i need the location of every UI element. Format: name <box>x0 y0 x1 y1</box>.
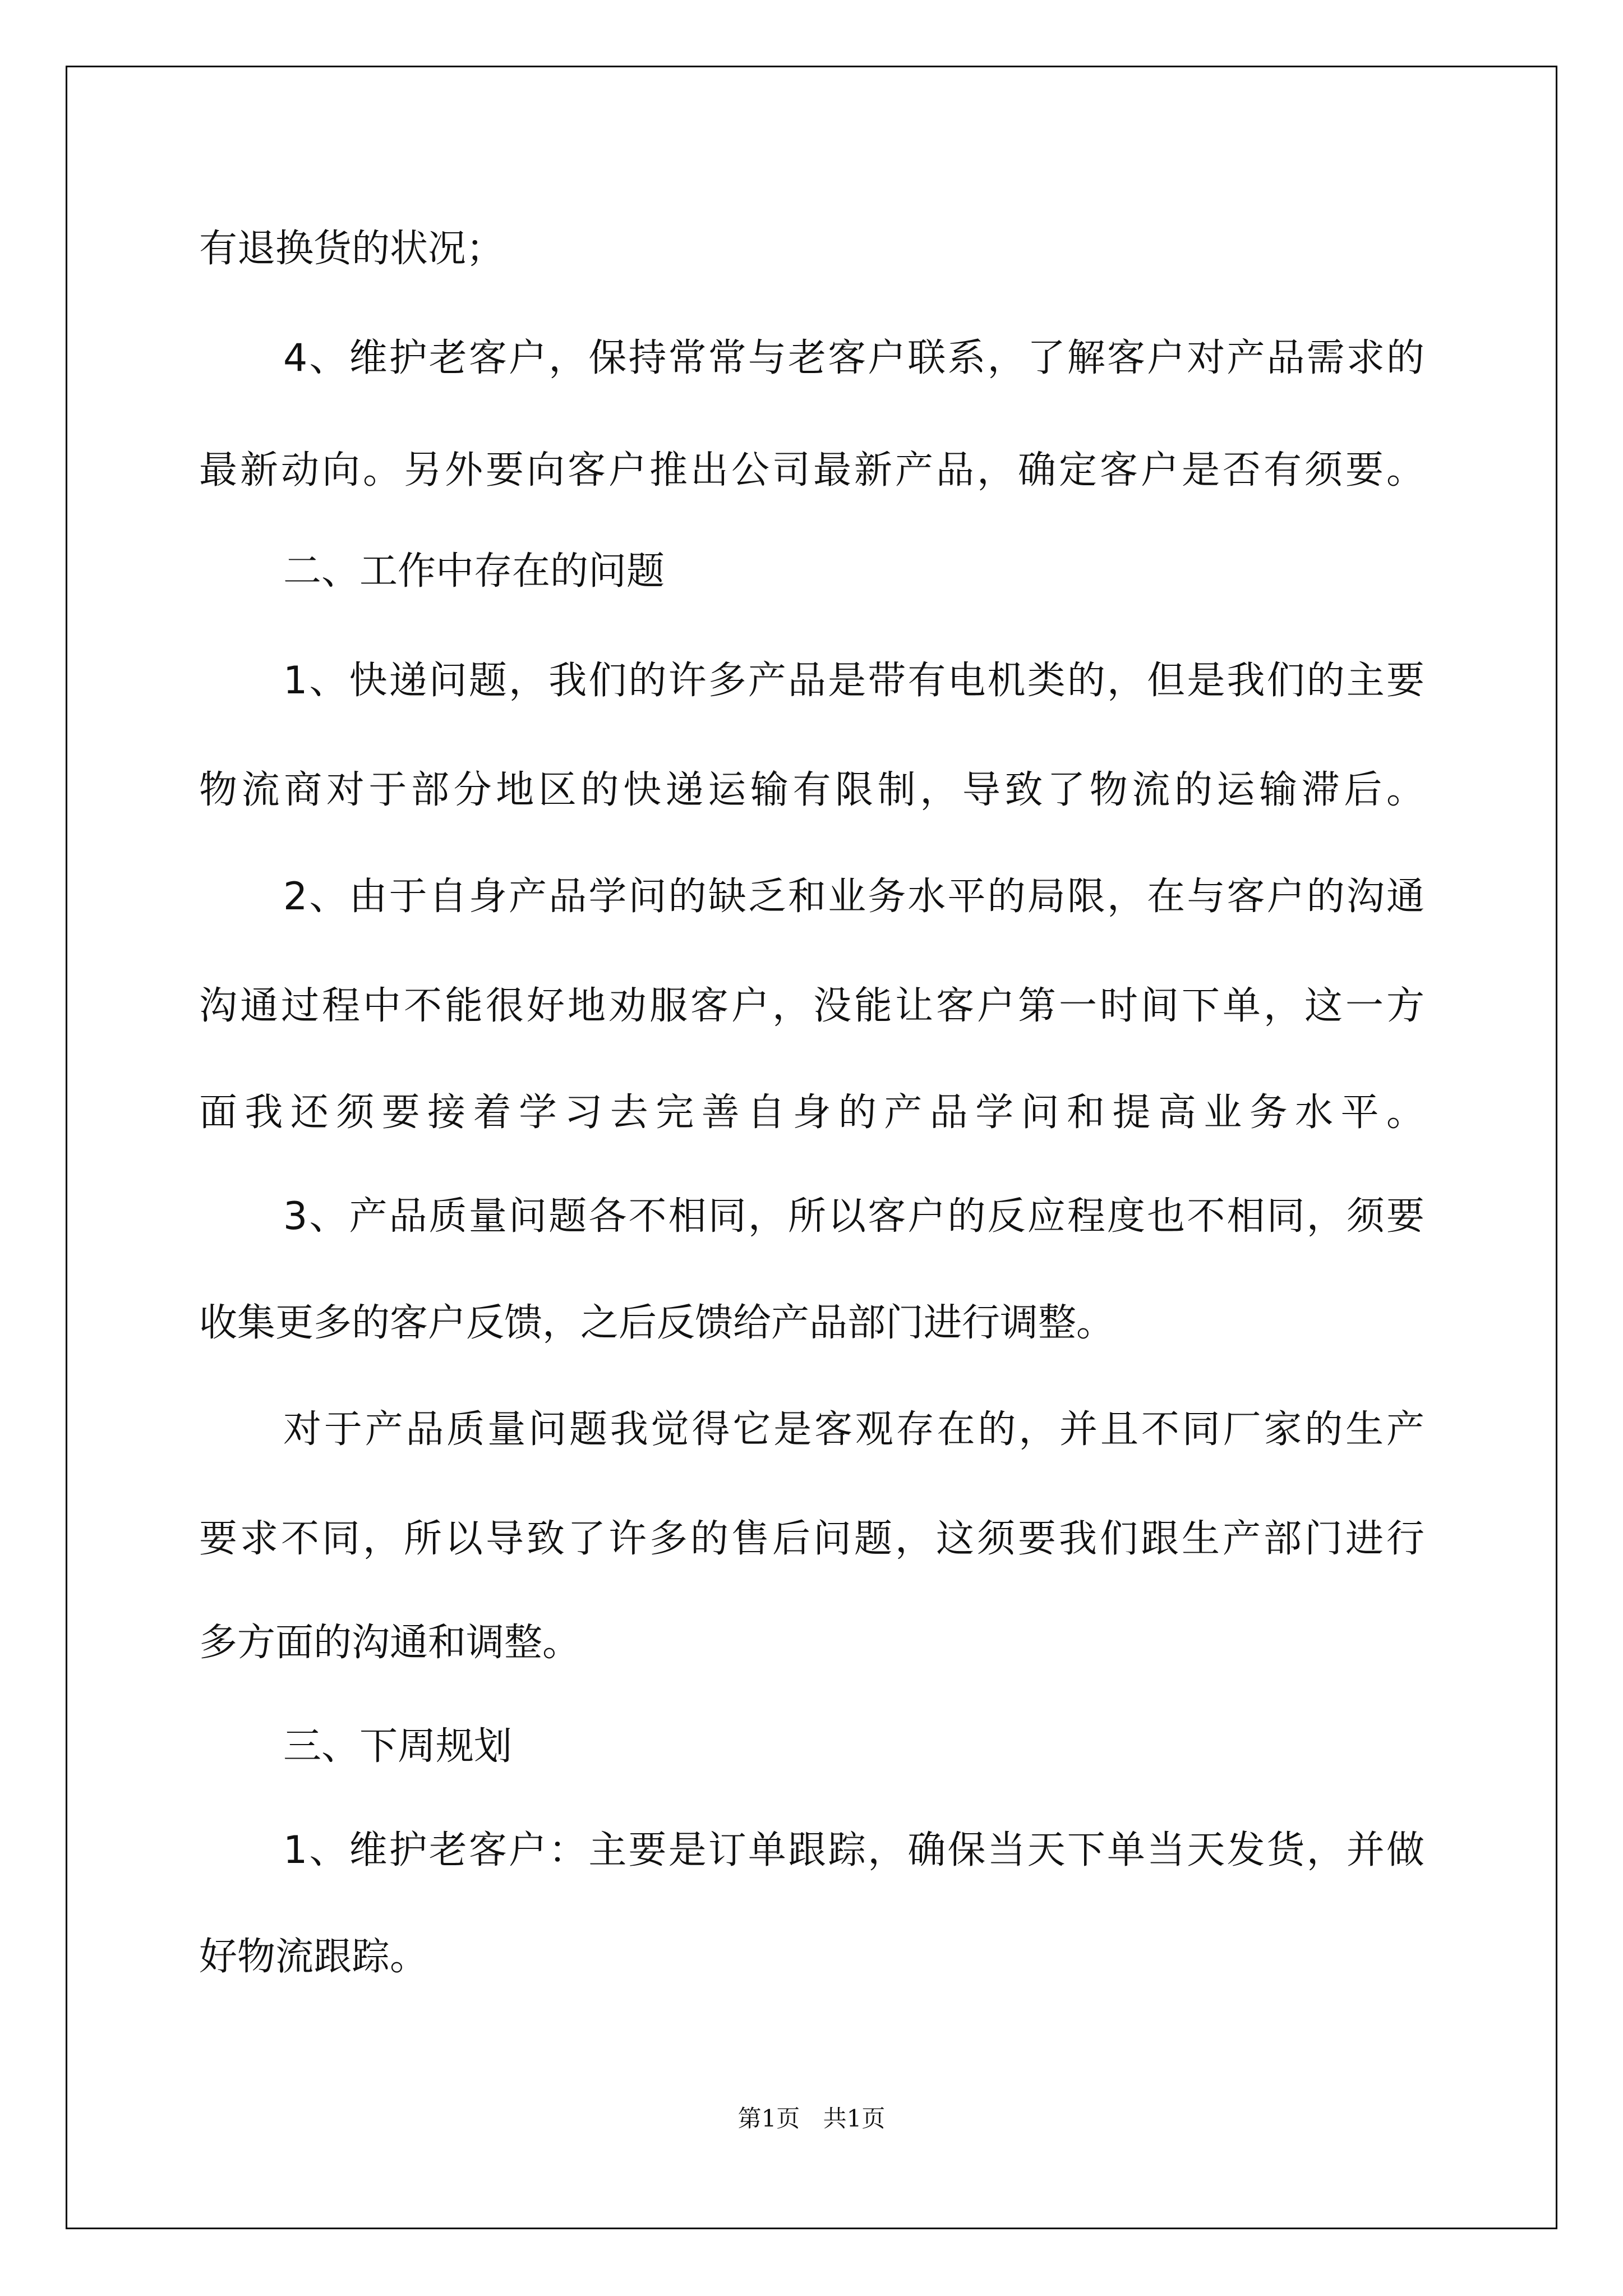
text-line-16: 1、维护老客户：主要是订单跟踪，确保当天下单当天发货，并做 <box>283 1828 1424 1872</box>
text-line-6: 物流商对于部分地区的快递运输有限制，导致了物流的运输滞后。 <box>199 768 1424 812</box>
page-footer <box>0 2100 1623 2134</box>
text-line-11: 收集更多的客户反馈，之后反馈给产品部门进行调整。 <box>199 1301 1115 1345</box>
text-line-3: 最新动向。另外要向客户推出公司最新产品，确定客户是否有须要。 <box>199 448 1424 493</box>
text-line-2: 4、维护老客户，保持常常与老客户联系，了解客户对产品需求的 <box>283 336 1424 380</box>
text-line-14: 多方面的沟通和调整。 <box>199 1621 581 1665</box>
page-total: 共1页 <box>823 2105 886 2132</box>
text-line-10: 3、产品质量问题各不相同，所以客户的反应程度也不相同，须要 <box>283 1194 1424 1239</box>
section-heading-3: 三、下周规划 <box>283 1724 513 1769</box>
text-line-17: 好物流跟踪。 <box>199 1935 428 1979</box>
page-border <box>66 66 1557 2229</box>
text-line-7: 2、由于自身产品学问的缺乏和业务水平的局限，在与客户的沟通 <box>283 875 1424 919</box>
text-line-1: 有退换货的状况； <box>199 227 505 271</box>
text-line-8: 沟通过程中不能很好地劝服客户，没能让客户第一时间下单，这一方 <box>199 984 1424 1028</box>
text-line-12: 对于产品质量问题我觉得它是客观存在的，并且不同厂家的生产 <box>283 1407 1424 1452</box>
text-line-9: 面我还须要接着学习去完善自身的产品学问和提高业务水平。 <box>199 1091 1424 1135</box>
page-number: 第1页 <box>737 2105 800 2132</box>
text-line-13: 要求不同，所以导致了许多的售后问题，这须要我们跟生产部门进行 <box>199 1517 1424 1561</box>
text-line-5: 1、快递问题，我们的许多产品是带有电机类的，但是我们的主要 <box>283 659 1424 703</box>
section-heading-2: 二、工作中存在的问题 <box>283 549 665 593</box>
